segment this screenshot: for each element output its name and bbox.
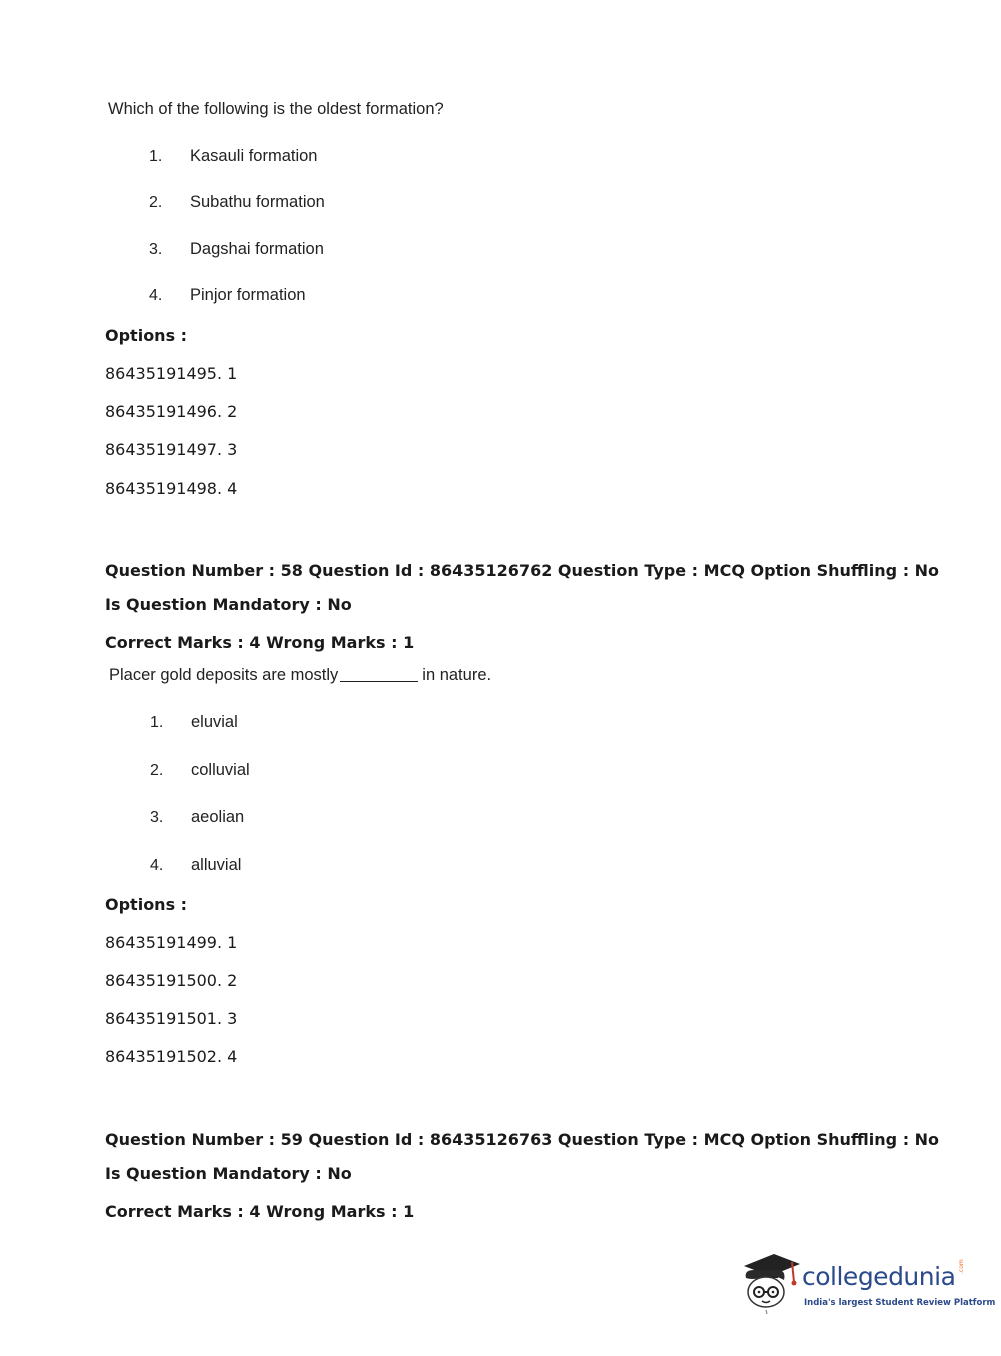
q57-choice-4-text: Pinjor formation: [190, 286, 306, 304]
logo-tagline: India's largest Student Review Platform: [804, 1298, 996, 1308]
q57-question-text: Which of the following is the oldest formation?: [108, 100, 444, 118]
q58-question-before: Placer gold deposits are mostly: [109, 666, 339, 684]
q58-choice-2-number: 2.: [150, 762, 164, 779]
q57-option-1: 86435191495. 1: [105, 364, 238, 383]
q57-choice-3-text: Dagshai formation: [190, 240, 324, 258]
collegedunia-logo: [740, 1248, 996, 1318]
q59-header: Question Number : 59 Question Id : 86435126763 Question Type : MCQ Option Shuffling : No: [105, 1130, 940, 1149]
q58-header: Question Number : 58 Question Id : 86435126762 Question Type : MCQ Option Shuffling : No: [105, 561, 940, 580]
q58-choice-3-text: aeolian: [191, 808, 245, 826]
q58-options-label: Options :: [105, 895, 188, 914]
q57-choice-1-text: Kasauli formation: [190, 147, 318, 165]
q58-question-text: [109, 666, 491, 685]
q58-marks: Correct Marks : 4 Wrong Marks : 1: [105, 633, 415, 652]
q57-option-2: 86435191496. 2: [105, 402, 238, 421]
q58-option-3: 86435191501. 3: [105, 1009, 238, 1028]
q58-choice-4-number: 4.: [150, 857, 164, 874]
logo-domain: .com: [958, 1259, 965, 1274]
q57-option-3: 86435191497. 3: [105, 440, 238, 459]
q58-choice-2-text: colluvial: [191, 761, 250, 779]
q58-option-1: 86435191499. 1: [105, 933, 238, 952]
q58-blank-line: [340, 681, 418, 682]
q57-choice-1-number: 1.: [149, 148, 163, 165]
q59-mandatory: Is Question Mandatory : No: [105, 1164, 352, 1183]
q57-choice-2-number: 2.: [149, 194, 163, 211]
q59-marks: Correct Marks : 4 Wrong Marks : 1: [105, 1202, 415, 1221]
logo-wordmark: collegedunia: [802, 1262, 956, 1291]
q57-options-label: Options :: [105, 326, 188, 345]
q58-choice-1-text: eluvial: [191, 713, 238, 731]
graduate-mascot-icon: [740, 1248, 802, 1314]
q58-question-after: in nature.: [422, 666, 492, 684]
q58-option-4: 86435191502. 4: [105, 1047, 238, 1066]
q58-choice-1-number: 1.: [150, 714, 164, 731]
q58-mandatory: Is Question Mandatory : No: [105, 595, 352, 614]
q57-choice-2-text: Subathu formation: [190, 193, 325, 211]
q58-choice-4-text: alluvial: [191, 856, 242, 874]
q57-choice-4-number: 4.: [149, 287, 163, 304]
q58-option-2: 86435191500. 2: [105, 971, 238, 990]
q57-choice-3-number: 3.: [149, 241, 163, 258]
q58-choice-3-number: 3.: [150, 809, 164, 826]
q57-option-4: 86435191498. 4: [105, 479, 238, 498]
